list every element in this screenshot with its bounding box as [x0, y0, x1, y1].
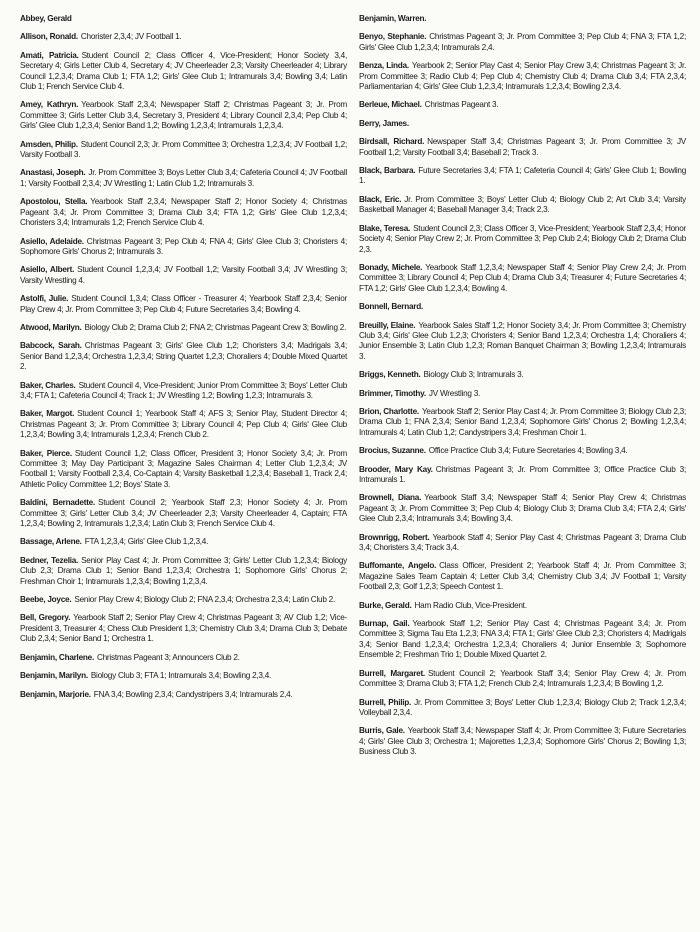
senior-name: Benyo, Stephanie.	[359, 32, 427, 42]
senior-name: Babcock, Sarah.	[20, 341, 82, 351]
left-column	[20, 14, 347, 932]
senior-entry	[359, 302, 686, 312]
senior-name: Blake, Teresa.	[359, 223, 411, 233]
senior-name: Beebe, Joyce.	[20, 595, 72, 605]
activities-text: Jr. Prom Committee 3; Boys' Letter Club 1,2,3,4; Biology Club 2; Track 1,2,3,4; Volleyball 2,3,4.	[359, 697, 686, 717]
senior-name: Buffomante, Angelo.	[359, 561, 437, 571]
senior-entry	[359, 195, 686, 216]
activities-text: Yearbook Staff 2,3,4; Newspaper Staff 2; Christmas Pageant 3; Jr. Prom Committee 3; Girls Letter Club 3,4, Secretary 3, President 4; Library Council 2,3,4; Pep Club 4; Girls' Glee Club 1,2,3,4; Senior Band 1,2; Bowling 1,2,3,4; Intramurals 1,2,3,4.	[20, 100, 347, 131]
senior-name: Baker, Pierce.	[20, 448, 72, 458]
senior-name: Benjamin, Charlene.	[20, 652, 94, 662]
senior-entry	[359, 263, 686, 294]
senior-name: Brion, Charlotte.	[359, 406, 419, 416]
senior-entry	[359, 224, 686, 255]
senior-entry	[359, 465, 686, 486]
senior-entry	[20, 690, 347, 700]
activities-text: Student Council 2,3; Jr. Prom Committee 3; Orchestra 1,2,3,4; JV Football 1,2; Varsity Football 3.	[20, 139, 348, 160]
activities-text: Yearbook Staff 4; Senior Play Cast 4; Christmas Pageant 3; Drama Club 3,4; Choristers 3,4; Track 3,4.	[359, 532, 686, 553]
activities-text: Student Council 1,2,3,4; JV Football 1,2; Varsity Football 3,4; JV Wrestling 3; Varsity Wrestling 4.	[20, 265, 347, 285]
senior-entry	[359, 561, 686, 592]
senior-name: Allison, Ronald.	[20, 32, 78, 42]
senior-entry	[359, 493, 686, 524]
activities-text: Class Officer, President 2; Yearbook Staff 4; Jr. Prom Committee 3; Magazine Sales Team Captain 4; Letter Club 3,4; Chemistry Club 3,4; JV Football 1; Varsity Football 2,3; Golf 1,2,3; Speech Contest 1.	[359, 561, 686, 592]
activities-text: Jr. Prom Committee 3; Boys' Letter Club 4; Biology Club 2; Art Club 3,4; Varsity Basketball Manager 4; Baseball Manager 3,4; Track 2,3.	[359, 194, 686, 215]
senior-entry	[359, 698, 686, 719]
activities-text: Student Council 1,2; Class Officer, President 3; Honor Society 3,4; Jr. Prom Committee 3; May Day Participant 3; Magazine Sales Chairman 4; Letter Club 1,2,3,4; JV Football 1; Varsity Football 2,3,4, Co-Captain 4; Varsity Basketball 1,2,3,4; Baseball 1, Track 2,4; Athletic Policy Committee 1,2; Boys' State 3.	[20, 448, 347, 489]
senior-entry	[359, 137, 686, 158]
senior-name: Berry, James.	[359, 118, 409, 128]
senior-name: Asiello, Albert.	[20, 265, 75, 275]
activities-text: Yearbook Staff 2,3,4; Newspaper Staff 2; Honor Society 4; Christmas Pageant 3,4; Jr. Prom Committee 3; Drama Club 3,4; FTA 1,2; Girls' Glee Club 1,2,3,4; Choristers 3,4; Intramurals 1,2; French Service Club 4.	[20, 197, 347, 228]
senior-name: Briggs, Kenneth.	[359, 370, 421, 380]
right-column	[359, 14, 686, 932]
senior-name: Bedner, Tezelia.	[20, 555, 79, 565]
senior-entry	[359, 119, 686, 129]
activities-text: Student Council 1,3,4; Class Officer - Treasurer 4; Yearbook Staff 2,3,4; Senior Play Crew 4; Jr. Prom Committee 3; Pep Club 4; Future Secretaries 3,4; Bowling 4.	[20, 294, 347, 314]
senior-entry	[359, 389, 686, 399]
senior-entry	[359, 32, 686, 53]
activities-text: Christmas Pageant 3; Announcers Club 2.	[96, 652, 240, 662]
senior-entry	[20, 265, 347, 286]
senior-name: Bonnell, Bernard.	[359, 302, 423, 312]
activities-text: Yearbook Staff 3,4; Newspaper Staff 4; Jr. Prom Committee 3; Future Secretaries 4; Girls' Glee Club 3; Orchestra 1; Majorettes 1,2,3,4; Sophomore Girls' Chorus 2; Bowling 1,3; Business Club 3.	[359, 726, 686, 757]
senior-name: Brocius, Suzanne.	[359, 446, 426, 456]
activities-text: Student Council 4, Vice-President; Junior Prom Committee 3; Boys' Letter Club 3,4; FTA 1; Cafeteria Council 4; Track 1; JV Wrestling 1,2; Bowling 1,2,3; Intramurals 3.	[20, 380, 347, 400]
senior-name: Burris, Gale.	[359, 726, 405, 736]
senior-name: Burnap, Gail.	[359, 619, 410, 629]
senior-name: Black, Barbara.	[359, 166, 416, 176]
senior-entry	[20, 14, 347, 24]
senior-entry	[359, 601, 686, 611]
senior-name: Benjamin, Warren.	[359, 14, 427, 23]
senior-name: Breuilly, Elaine.	[359, 320, 416, 330]
activities-text: Yearbook Staff 2; Senior Play Crew 4; Christmas Pageant 3; AV Club 1,2; Vice-President 3, Treasurer 4; Chess Club President 1,3; Chemistry Club 3,4; Drama Club 3; Debate Club 2,3,4; Senior Band 1; Orchestra 1.	[20, 613, 347, 644]
senior-name: Burrell, Margaret.	[359, 668, 425, 678]
senior-entry	[359, 533, 686, 554]
senior-entry	[20, 653, 347, 663]
activities-text: Christmas Pageant 3.	[424, 100, 499, 110]
senior-name: Benza, Linda.	[359, 61, 409, 71]
activities-text: Senior Play Cast 4; Jr. Prom Committee 3; Girls' Letter Club 1,2,3,4; Biology Club 2,3; Drama Club 1; Senior Band 1,2,3,4; Orchestra 1; Sophomore Girls' Chorus 2; Freshman Choir 1; Intramurals 1,2,3,4; Bowling 1,2,3,4.	[20, 555, 348, 586]
activities-text: Student Council 1; Yearbook Staff 4; AFS 3; Senior Play, Student Director 4; Christmas Pageant 3; Jr. Prom Committee 3; Library Council 4; Pep Club 4; Girls' Glee Club 1,2,3,4; Bowling 3,4; Intramurals 1,2,3,4; French Club 2.	[20, 409, 347, 440]
activities-text: Biology Club 3; FTA 1; Intramurals 3,4; Bowling 2,3,4.	[90, 671, 272, 681]
senior-entry	[20, 197, 347, 228]
senior-name: Atwood, Marilyn.	[20, 322, 82, 332]
senior-entry	[20, 595, 347, 605]
senior-name: Bell, Gregory.	[20, 613, 71, 623]
senior-entry	[359, 370, 686, 380]
senior-name: Amey, Kathryn.	[20, 100, 79, 110]
senior-entry	[20, 409, 347, 440]
senior-name: Bonady, Michele.	[359, 262, 423, 272]
senior-name: Burke, Gerald.	[359, 600, 412, 610]
senior-name: Berleue, Michael.	[359, 100, 422, 110]
senior-name: Brimmer, Timothy.	[359, 388, 426, 398]
activities-text: Yearbook Sales Staff 1,2; Honor Society 3,4; Jr. Prom Committee 3; Chemistry Club 3,4; Girls' Glee Club 1,2,3; Choristers 4; Senior Band 1,2,3,4; Orchestra 1,4; Choraliers 4; Junior Ensemble 3; Latin Club 1,2,3; Roman Banquet Chairman 3; Bowling 1,2,3,4; Intramurals 3.	[359, 320, 686, 361]
senior-entry	[359, 321, 686, 363]
senior-entry	[20, 294, 347, 315]
activities-text: Yearbook Staff 1,2; Senior Play Cast 4; Christmas Pageant 3,4; Jr. Prom Committee 3; Sigma Tau Eta 1,2,3; FNA 3,4; FTA 1; Girls' Glee Club 2,3; Choristers 4; Madrigals 3,4; Senior Band 1,2,3,4; Orchestra 1,2,3,4; Choraliers 4; Junior Ensemble 3; Sophomore Ensemble 2; Freshman Trio 1; Double Mixed Quartet 2.	[359, 619, 687, 660]
activities-text: Student Council 2; Yearbook Staff 3,4; Senior Play Crew 4; Jr. Prom Committee 3; Drama Club 3; FTA 1,2; French Club 2,4; Intramurals 1,2,3,4; B Bowling 1,2.	[359, 668, 686, 689]
activities-text: Yearbook Staff 2; Senior Play Cast 4; Jr. Prom Committee 3; Biology Club 2,3; Drama Club 1; FNA 2,3,4; Senior Band 1,2,3,4; Sophomore Girls' Chorus 2; Bowling 1,2,3,4; Intramurals 4; Latin Club 1,2; Candystripers 3,4; Freshman Choir 1.	[359, 406, 687, 437]
activities-text: Yearbook Staff 1,2,3,4; Newspaper Staff 4; Senior Play Crew 2,4; Jr. Prom Committee 3; Library Council 4; Pep Club 4; Drama Club 3,4; Treasurer 4; Future Secretaries 4; FTA 1,2; Girls' Glee Club 1,2,3,4; Bowling 4.	[359, 262, 686, 293]
senior-name: Asiello, Adelaide.	[20, 236, 84, 246]
senior-entry	[20, 32, 347, 42]
activities-text: Student Council 2,3; Class Officer 3, Vice-President; Yearbook Staff 2,3,4; Honor Society 4; Senior Play Crew 2; Jr. Prom Committee 3; Pep Club 2,4; Biology Club 2; Drama Club 2,3.	[359, 223, 686, 254]
senior-name: Brownell, Diana.	[359, 493, 422, 503]
senior-name: Bassage, Arlene.	[20, 537, 82, 547]
activities-text: Yearbook Staff 3,4; Newspaper Staff 4; Senior Play Crew 4; Christmas Pageant 3; Jr. Prom Committee 3; Pep Club 4; Biology Club 3; Drama Club 3,4; FTA 2,4; Girls' Glee Club 2,3,4; Intramurals 3,4; Bowling 3,4.	[359, 493, 686, 524]
activities-text: FTA 1,2,3,4; Girls' Glee Club 1,2,3,4.	[84, 537, 209, 547]
activities-text: Office Practice Club 3,4; Future Secretaries 4; Bowling 3,4.	[428, 446, 628, 456]
senior-entry	[20, 498, 347, 529]
senior-entry	[359, 100, 686, 110]
senior-entry	[20, 237, 347, 258]
activities-text: Christmas Pageant 3; Pep Club 4; FNA 4; Girls' Glee Club 3; Choristers 4; Sophomore Girls' Chorus 2; Intramurals 3.	[20, 236, 347, 256]
senior-entry	[20, 613, 347, 644]
senior-entry	[20, 671, 347, 681]
senior-entry	[20, 537, 347, 547]
senior-entry	[20, 381, 347, 402]
senior-name: Baker, Margot.	[20, 409, 75, 419]
activities-text: Christmas Pageant 3; Jr. Prom Committee 3; Pep Club 4; FNA 3; FTA 1,2; Girls' Glee Club 1,2,3,4; Intramurals 2,4.	[359, 32, 686, 52]
senior-name: Amsden, Philip.	[20, 139, 78, 149]
senior-entry	[359, 61, 686, 92]
senior-name: Benjamin, Marilyn.	[20, 671, 88, 681]
senior-name: Benjamin, Marjorie.	[20, 689, 91, 699]
senior-entry	[359, 166, 686, 187]
activities-text: Student Council 2; Class Officer 4, Vice-President; Honor Society 3,4, Secretary 4; Girls Letter Club 4, Secretary 4; JV Cheerleader 2,3; Varsity Cheerleader 4; Library Council 1,2,3,4; Drama Club 1; FTA 1,2; Girls' Glee Club 1; Intramurals 3,4; Bowling 3,4; Latin Club 1; French Service Club 4.	[20, 50, 347, 92]
activities-text: Senior Play Crew 4; Biology Club 2; FNA 2,3,4; Orchestra 2,3,4; Latin Club 2.	[74, 595, 336, 605]
senior-entry	[359, 619, 686, 661]
senior-name: Birdsall, Richard.	[359, 137, 425, 147]
activities-text: Yearbook 2; Senior Play Cast 4; Senior Play Crew 3,4; Christmas Pageant 3; Jr. Prom Committee 3; Radio Club 4; Pep Club 4; Chemistry Club 4; Drama Club 3,4; FTA 2,3,4; Parliamentarian 4; Girls' Glee Club 1,2,3,4; Intramurals 1,2,3,4; Bowling 2,3,4.	[359, 61, 686, 92]
senior-name: Brownrigg, Robert.	[359, 532, 430, 542]
activities-text: Student Council 2; Yearbook Staff 2,3; Honor Society 4; Jr. Prom Committee 3; Girls' Letter Club 3,4; JV Cheerleader 2,3; Varsity Cheerleader 4, Captain; FTA 1,2,3,4; Bowling 2, Intramurals 1,2,3,4; Latin Club 3; French Service Club 4.	[20, 498, 348, 529]
activities-text: Christmas Pageant 3; Girls' Glee Club 1,2; Choristers 3,4; Madrigals 3,4; Senior Band 1,2,3,4; Orchestra 1,2,3,4; String Quartet 1,2,3; Choraliers 4; Double Mixed Quartet 2.	[20, 341, 347, 372]
senior-name: Anastasi, Joseph.	[20, 168, 86, 178]
senior-name: Apostolou, Stella.	[20, 197, 88, 207]
activities-text: Biology Club 2; Drama Club 2; FNA 2; Christmas Pageant Crew 3; Bowling 2.	[84, 322, 347, 332]
senior-name: Abbey, Gerald	[20, 14, 72, 23]
activities-text: Chorister 2,3,4; JV Football 1.	[80, 32, 182, 42]
senior-name: Baldini, Bernadette.	[20, 498, 96, 508]
activities-text: Newspaper Staff 3,4; Christmas Pageant 3; Jr. Prom Committee 3; JV Football 1,2; Varsity Football 3,4; Baseball 2; Track 3.	[359, 137, 686, 157]
senior-entry	[359, 407, 686, 438]
activities-text: Biology Club 3; Intramurals 3.	[423, 370, 524, 380]
senior-entry	[20, 140, 347, 161]
activities-text: FNA 3,4; Bowling 2,3,4; Candystripers 3,4; Intramurals 2,4.	[93, 689, 293, 699]
activities-text: Future Secretaries 3,4; FTA 1; Cafeteria Council 4; Girls' Glee Club 1; Bowling 1.	[359, 166, 686, 186]
senior-entry	[359, 726, 686, 757]
activities-text: Jr. Prom Committee 3; Boys Letter Club 3,4; Cafeteria Council 4; JV Football 1; Varsity Football 2,3,4; JV Wrestling 1; Latin Club 1,2; Intramurals 3.	[20, 168, 347, 188]
senior-name: Burrell, Philip.	[359, 697, 412, 707]
senior-entry	[20, 168, 347, 189]
senior-entry	[20, 323, 347, 333]
senior-entry	[359, 669, 686, 690]
senior-entry	[20, 100, 347, 131]
senior-entry	[20, 341, 347, 372]
senior-entry	[359, 14, 686, 24]
senior-entry	[20, 449, 347, 491]
senior-name: Black, Eric.	[359, 194, 402, 204]
senior-entry	[20, 51, 347, 93]
activities-text: Ham Radio Club, Vice-President.	[414, 600, 527, 610]
activities-text: Christmas Pageant 3; Jr. Prom Committee 3; Office Practice Club 3; Intramurals 1.	[359, 464, 687, 484]
senior-name: Brooder, Mary Kay.	[359, 464, 433, 474]
senior-name: Amati, Patricia.	[20, 50, 79, 60]
senior-name: Astolfi, Julie.	[20, 294, 69, 304]
senior-name: Baker, Charles.	[20, 380, 76, 390]
senior-entry	[359, 446, 686, 456]
activities-text: JV Wrestling 3.	[428, 388, 481, 398]
senior-entry	[20, 556, 347, 587]
